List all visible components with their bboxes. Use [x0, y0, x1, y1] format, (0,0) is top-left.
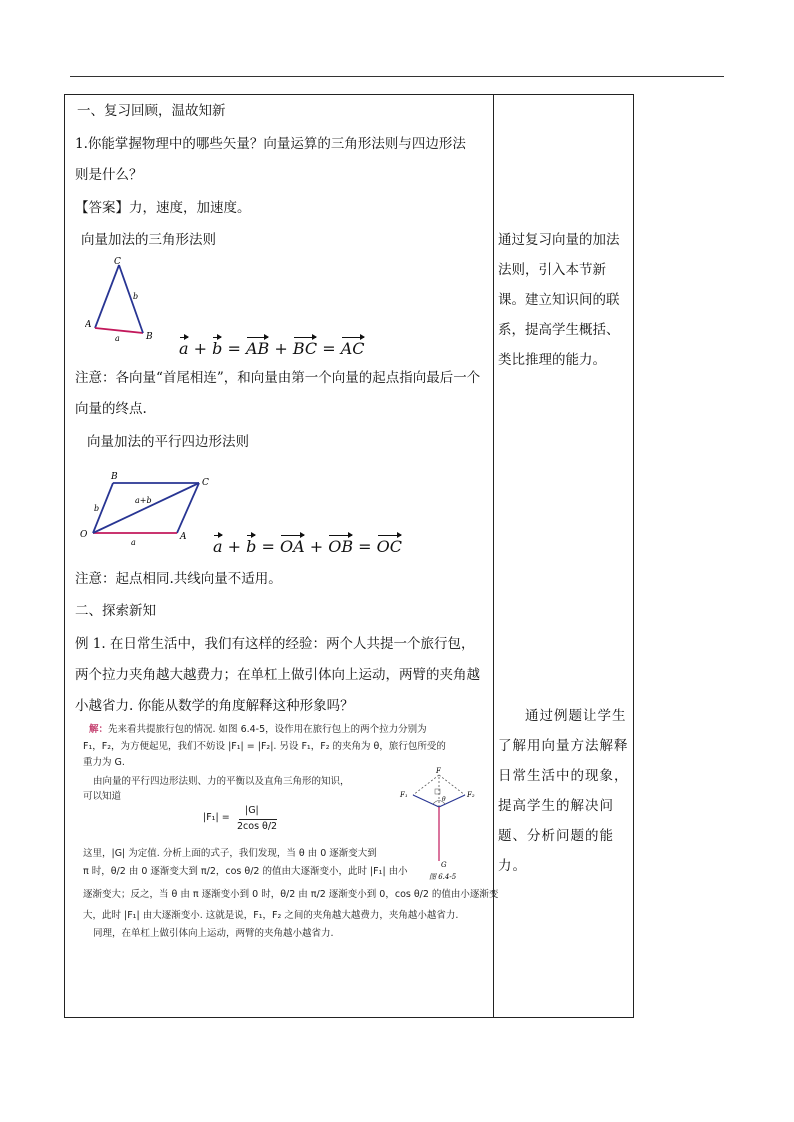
- label-b-vector: b: [133, 292, 139, 301]
- vec-oa: OA: [279, 537, 305, 556]
- lesson-table: [64, 94, 634, 1018]
- solution-line-8: 逐渐变大；反之，当 θ 由 π 逐渐变小到 0 时，θ/2 由 π/2 逐渐变小到 0，cos θ/2 的值由小逐渐变: [83, 889, 499, 900]
- label-f2: F₂: [467, 791, 475, 799]
- triangle-side-ac: [95, 265, 119, 328]
- sidebar-note-2: 通过例题让学生了解用向量方法解释日常生活中的现象，提高学生的解决问题、分析问题的能力。: [498, 708, 629, 874]
- label-g: G: [441, 861, 447, 869]
- label-b-point: B: [146, 332, 153, 342]
- label-a-point: A: [180, 532, 187, 542]
- label-b-point: B: [111, 472, 118, 482]
- formula-lhs: |F₁| =: [203, 812, 230, 823]
- example-1-line-2: 两个拉力夹角越大越费力；在单杠上做引体向上运动，两臂的夹角越: [75, 667, 480, 683]
- label-o: O: [80, 530, 88, 540]
- solution-line-4: 由向量的平行四边形法则、力的平衡以及直角三角形的知识，: [93, 776, 350, 787]
- answer-text: 【答案】力，速度，加速度。: [75, 200, 251, 216]
- vec-ob: OB: [328, 537, 354, 556]
- label-f1: F₁: [400, 791, 408, 799]
- parallelogram-vector-figure: [77, 467, 217, 547]
- note-1-line-2: 向量的终点.: [75, 401, 147, 417]
- example-1-line-1: 例 1. 在日常生活中，我们有这样的经验：两个人共提一个旅行包，: [75, 636, 475, 652]
- vec-b: b: [212, 339, 223, 358]
- review-heading: 一、复习回顾，温故知新: [77, 103, 226, 119]
- force-diagram-figure: [399, 767, 479, 881]
- figure-caption: 图 6.4-5: [429, 873, 457, 881]
- solution-line-9: 大，此时 |F₁| 由大逐渐变小. 这就是说，F₁，F₂ 之间的夹角越大越费力，夹角越小越省力.: [83, 910, 459, 921]
- vec-a: a: [213, 537, 223, 556]
- solution-line-6: 这里，|G| 为定值. 分析上面的式子，我们发现，当 θ 由 0 逐渐变大到: [83, 848, 377, 859]
- side-ac: [177, 483, 199, 533]
- dashed-right: [439, 775, 465, 795]
- note-2: 注意：起点相同.共线向量不适用。: [75, 571, 282, 587]
- vector-b-arrow: [119, 265, 143, 333]
- label-a-point: A: [85, 320, 92, 330]
- header-rule: [70, 76, 724, 77]
- solution-line-1: 解：先来看共提旅行包的情况. 如图 6.4-5，设作用在旅行包上的两个拉力分别为: [89, 724, 427, 735]
- label-f: F: [436, 767, 441, 775]
- triangle-rule-title: 向量加法的三角形法则: [81, 232, 216, 248]
- parallelogram-rule-title: 向量加法的平行四边形法则: [87, 434, 249, 450]
- solution-excerpt: [83, 723, 499, 963]
- vec-ac: AC: [340, 339, 365, 358]
- label-c-point: C: [202, 478, 209, 488]
- vec-bc: BC: [292, 339, 318, 358]
- note-1-line-1: 注意：各向量“首尾相连”，和向量由第一个向量的起点指向最后一个: [75, 370, 481, 386]
- formula-numerator: |G|: [245, 805, 259, 816]
- sidebar-note-1: 通过复习向量的加法法则，引入本节新课。建立知识间的联系，提高学生概括、类比推理的能力。: [498, 232, 620, 368]
- vec-oc: OC: [376, 537, 403, 556]
- label-theta: θ: [442, 796, 446, 803]
- vec-a: a: [179, 339, 189, 358]
- example-1-line-3: 小越省力. 你能从数学的角度解释这种形象吗？: [75, 698, 354, 714]
- diagonal-oc: [93, 483, 199, 533]
- solution-line-10: 同理，在单杠上做引体向上运动，两臂的夹角越小越省力.: [93, 928, 334, 939]
- solution-line-7: π 时，θ/2 由 0 逐渐变大到 π/2，cos θ/2 的值由大逐渐变小，此时 |F₁| 由小: [83, 866, 408, 877]
- label-c: C: [114, 257, 121, 267]
- solution-line-2: F₁，F₂，为方便起见，我们不妨设 |F₁| = |F₂|. 另设 F₁，F₂ 的夹角为 θ，旅行包所受的: [83, 741, 446, 752]
- vec-b: b: [246, 537, 257, 556]
- fraction-bar: [239, 819, 277, 820]
- triangle-vector-figure: [85, 255, 165, 345]
- sidebar-column: [494, 95, 633, 1017]
- triangle-formula: a + b = AB + BC = AC: [179, 339, 365, 358]
- explore-heading: 二、探索新知: [75, 603, 156, 619]
- parallelogram-formula: a + b = OA + OB = OC: [213, 537, 403, 556]
- solution-line-3: 重力为 G.: [83, 757, 125, 768]
- label-a-plus-b: a+b: [135, 496, 152, 505]
- vec-ab: AB: [245, 339, 270, 358]
- label-a-vector: a: [115, 334, 120, 343]
- question-1-line-2: 则是什么？: [75, 167, 143, 183]
- label-a-vector: a: [131, 538, 136, 547]
- solution-line-5: 可以知道: [83, 791, 122, 802]
- label-b-vector: b: [94, 504, 100, 513]
- question-1-line-1: 1.你能掌握物理中的哪些矢量？向量运算的三角形法则与四边形法: [75, 136, 466, 152]
- force-f1-arrow: [413, 795, 439, 807]
- main-column: [65, 95, 499, 1017]
- vector-a-arrow: [95, 328, 143, 333]
- formula-denominator: 2cos θ/2: [237, 821, 278, 832]
- solution-lead: 解：: [89, 724, 109, 735]
